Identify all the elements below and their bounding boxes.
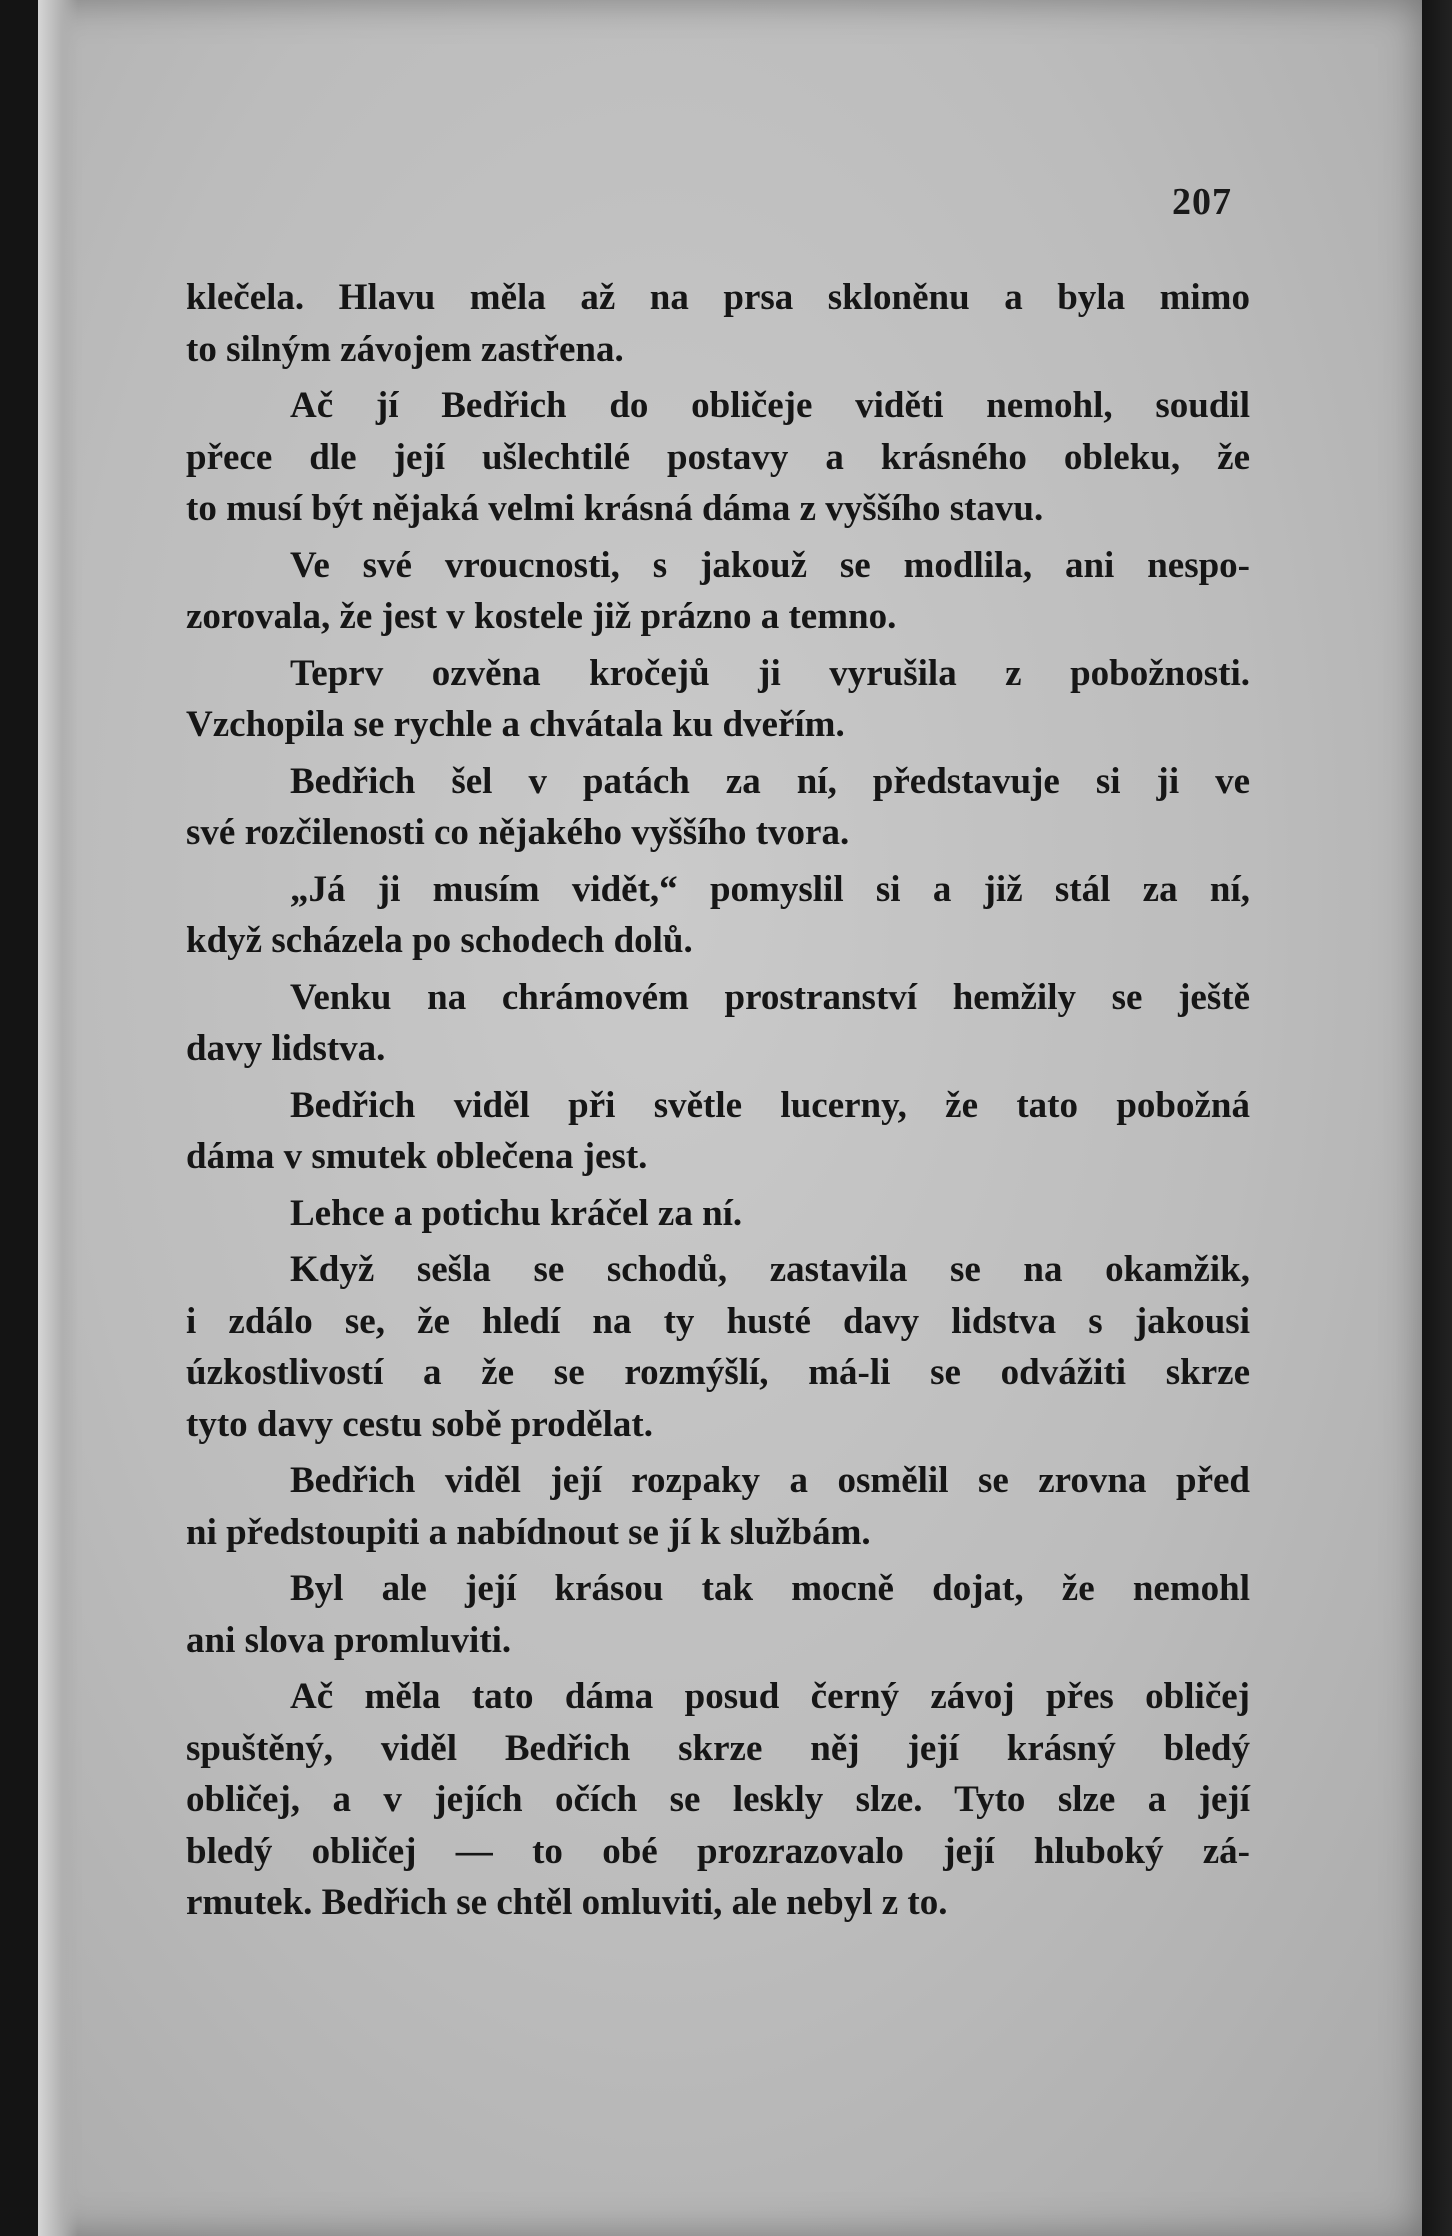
paragraph [186, 648, 1250, 751]
text-line: bledý obličej — to obé prozrazovalo její hluboký zá- [186, 1830, 1250, 1872]
text-line: Vzchopila se rychle a chvátala ku dveřím. [186, 704, 845, 745]
text-line: když scházela po schodech dolů. [186, 920, 693, 961]
paragraph [186, 1188, 1250, 1240]
paragraph [186, 864, 1250, 967]
page-gutter [38, 0, 78, 2236]
text-line: Byl ale její krásou tak mocně dojat, že nemohl [290, 1568, 1250, 1609]
text-line: i zdálo se, že hledí na ty husté davy lidstva s jakousi [186, 1300, 1250, 1342]
text-line: spuštěný, viděl Bedřich skrze něj její krásný bledý [186, 1727, 1250, 1769]
text-line: Ač měla tato dáma posud černý závoj přes obličej [290, 1676, 1250, 1717]
paragraph [186, 1455, 1250, 1558]
paragraph [186, 380, 1250, 535]
text-line: rmutek. Bedřich se chtěl omluviti, ale nebyl z to. [186, 1882, 948, 1923]
text-line: své rozčilenosti co nějakého vyššího tvora. [186, 812, 850, 853]
paragraph [186, 756, 1250, 859]
text-line: Ve své vroucnosti, s jakouž se modlila, ani nespo- [290, 544, 1250, 586]
paragraph [186, 540, 1250, 643]
paragraph [186, 272, 1250, 375]
text-line: tyto davy cestu sobě prodělat. [186, 1403, 653, 1445]
text-line: davy lidstva. [186, 1028, 386, 1069]
text-line: ni předstoupiti a nabídnout se jí k službám. [186, 1511, 871, 1553]
text-line: Teprv ozvěna kročejů ji vyrušila z pobožnosti. [290, 652, 1250, 694]
text-line: Ač jí Bedřich do obličeje viděti nemohl, soudil [290, 385, 1250, 426]
text-line: ani slova promluviti. [186, 1619, 512, 1661]
text-line: „Já ji musím vidět,“ pomyslil si a již stál za ní, [290, 868, 1250, 910]
text-line: Když sešla se schodů, zastavila se na okamžik, [290, 1249, 1250, 1290]
paragraph [186, 1244, 1250, 1450]
paragraph [186, 1080, 1250, 1183]
text-line: Venku na chrámovém prostranství hemžily se ještě [290, 976, 1250, 1018]
text-line: klečela. Hlavu měla až na prsa skloněnu a byla mimo [186, 277, 1250, 318]
page-number: 207 [1172, 181, 1232, 223]
text-line: to musí být nějaká velmi krásná dáma z vyššího stavu. [186, 488, 1044, 529]
text-line: to silným závojem zastřena. [186, 328, 624, 370]
paragraph [186, 1671, 1250, 1929]
page-edge-shadow [1422, 0, 1452, 2236]
text-line: dáma v smutek oblečena jest. [186, 1136, 648, 1177]
text-line: Bedřich šel v patách za ní, představuje si ji ve [290, 760, 1250, 802]
text-line: obličej, a v jejích očích se leskly slze. Tyto slze a její [186, 1779, 1250, 1820]
text-line: Lehce a potichu kráčel za ní. [290, 1192, 743, 1234]
text-line: přece dle její ušlechtilé postavy a krásného obleku, že [186, 436, 1250, 478]
text-line: Bedřich viděl její rozpaky a osmělil se zrovna před [290, 1460, 1250, 1501]
text-line: úzkostlivostí a že se rozmýšlí, má-li se odvážiti skrze [186, 1352, 1250, 1393]
text-line: zorovala, že jest v kostele již prázno a temno. [186, 596, 897, 637]
text-line: Bedřich viděl při světle lucerny, že tato pobožná [290, 1084, 1250, 1126]
paragraph [186, 972, 1250, 1075]
body-text [186, 272, 1250, 1929]
paragraph [186, 1563, 1250, 1666]
